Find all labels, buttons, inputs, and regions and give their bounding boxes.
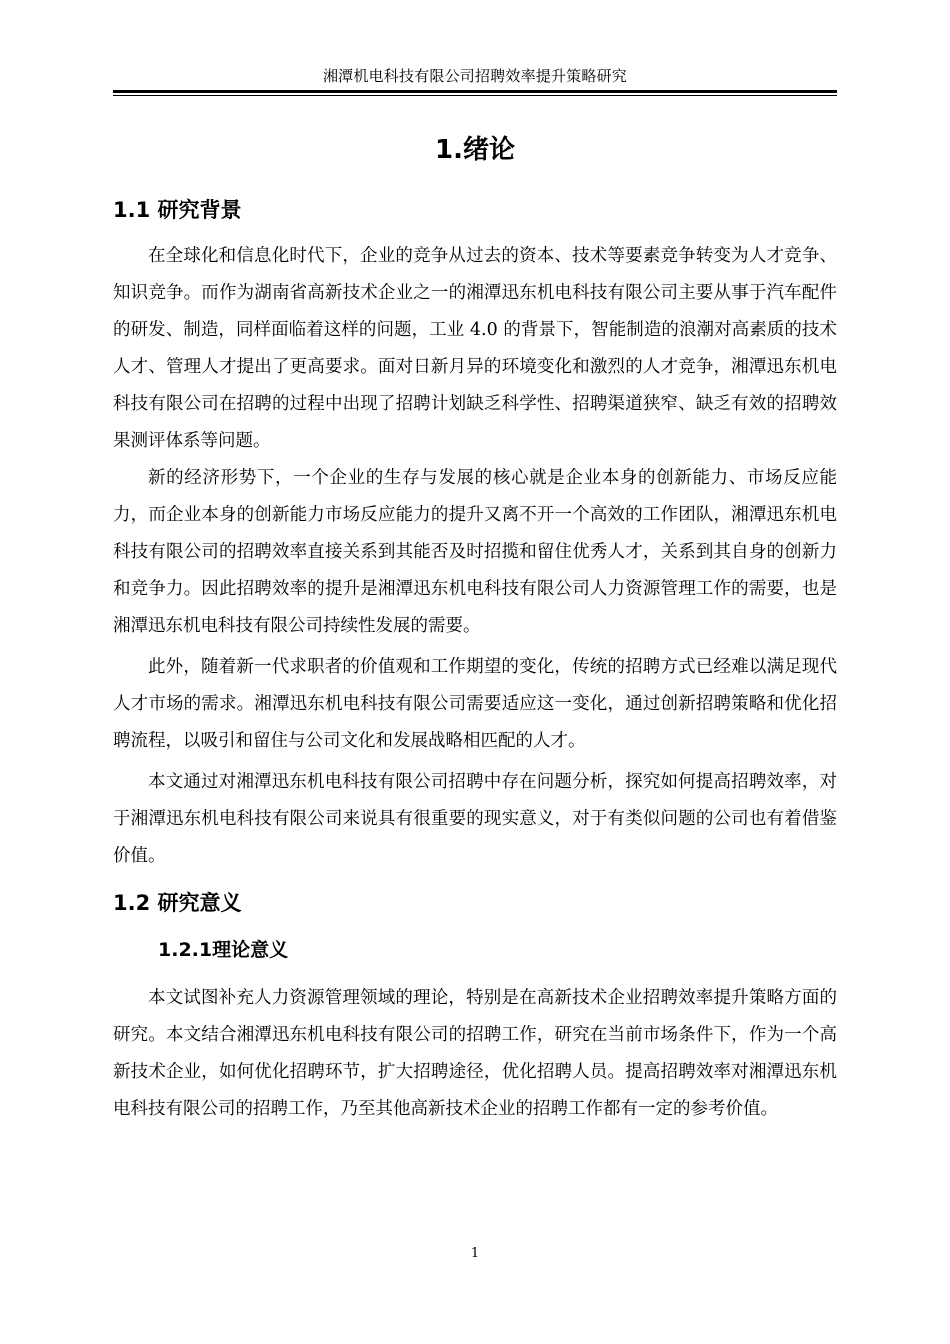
paragraph-background-1: 在全球化和信息化时代下，企业的竞争从过去的资本、技术等要素竞争转变为人才竞争、知识竞争。而作为湖南省高新技术企业之一的湘潭迅东机电科技有限公司主要从事于汽车配件的研发、制造，同样面临着这样的问题，工业 4.0 的背景下，智能制造的浪潮对高素质的技术人才、管理人才提出了更高要求。面对日新月异的环境变化和激烈的人才竞争，湘潭迅东机电科技有限公司在招聘的过程中出现了招聘计划缺乏科学性、招聘渠道狭窄、缺乏有效的招聘效果测评体系等问题。 bbox=[113, 246, 837, 451]
header-rule-thick bbox=[113, 90, 837, 93]
section-heading-significance: 1.2 研究意义 bbox=[113, 891, 242, 915]
header-rule-thin bbox=[113, 95, 837, 96]
paragraph-background-4: 本文通过对湘潭迅东机电科技有限公司招聘中存在问题分析，探究如何提高招聘效率，对于湘潭迅东机电科技有限公司来说具有很重要的现实意义，对于有类似问题的公司也有着借鉴价值。 bbox=[113, 772, 837, 866]
subsection-heading-theory: 1.2.1理论意义 bbox=[158, 939, 289, 961]
paragraph-background-2: 新的经济形势下，一个企业的生存与发展的核心就是企业本身的创新能力、市场反应能力，而企业本身的创新能力市场反应能力的提升又离不开一个高效的工作团队，湘潭迅东机电科技有限公司的招聘效率直接关系到其能否及时招揽和留住优秀人才，关系到其自身的创新力和竞争力。因此招聘效率的提升是湘潭迅东机电科技有限公司人力资源管理工作的需要，也是湘潭迅东机电科技有限公司持续性发展的需要。 bbox=[113, 468, 837, 636]
running-header-title: 湘潭机电科技有限公司招聘效率提升策略研究 bbox=[322, 67, 627, 85]
paragraph-theory: 本文试图补充人力资源管理领域的理论，特别是在高新技术企业招聘效率提升策略方面的研究。本文结合湘潭迅东机电科技有限公司的招聘工作，研究在当前市场条件下，作为一个高新技术企业，如何优化招聘环节，扩大招聘途径，优化招聘人员。提高招聘效率对湘潭迅东机电科技有限公司的招聘工作，乃至其他高新技术企业的招聘工作都有一定的参考价值。 bbox=[113, 988, 837, 1119]
section-heading-background: 1.1 研究背景 bbox=[113, 198, 242, 222]
page-number: 1 bbox=[470, 1246, 480, 1261]
chapter-title: 1.绪论 bbox=[435, 135, 515, 165]
paragraph-background-3: 此外，随着新一代求职者的价值观和工作期望的变化，传统的招聘方式已经难以满足现代人才市场的需求。湘潭迅东机电科技有限公司需要适应这一变化，通过创新招聘策略和优化招聘流程，以吸引和留住与公司文化和发展战略相匹配的人才。 bbox=[113, 657, 837, 751]
